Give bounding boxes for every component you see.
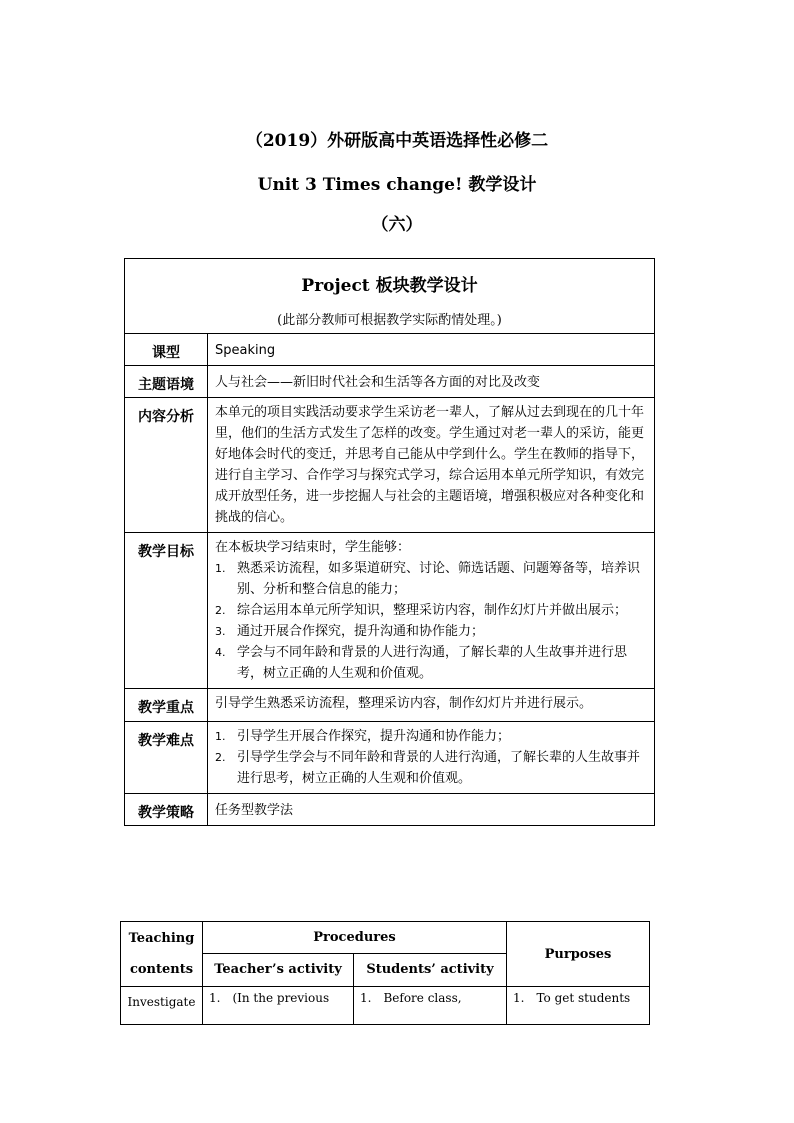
- goals-cell: [208, 533, 655, 689]
- goals-list: [215, 558, 648, 684]
- table-row: [125, 366, 655, 398]
- goals-intro: 在本板块学习结束时，学生能够：: [215, 540, 411, 555]
- item-text: To get students: [536, 991, 631, 1005]
- lesson-design-table: [124, 258, 655, 826]
- item-text: 通过开展合作探究，提升沟通和协作能力；: [237, 624, 485, 639]
- table-row: [125, 689, 655, 722]
- table-row: [125, 398, 655, 533]
- item-number: 1.: [360, 991, 372, 1005]
- row-value: Speaking: [208, 334, 655, 366]
- table-row: [121, 987, 650, 1025]
- row-value: 任务型教学法: [208, 794, 655, 826]
- table-row: [125, 722, 655, 794]
- item-number: 1.: [215, 730, 226, 743]
- content-cell: Investigate: [121, 987, 203, 1025]
- list-item: [215, 642, 648, 684]
- section-number: （六）: [371, 215, 423, 235]
- unit-title: Unit 3 Times change! 教学设计: [257, 175, 537, 195]
- header-teacher-activity: Teacher’s activity: [203, 953, 354, 986]
- difficulty-list: [215, 726, 648, 789]
- header-line: contents: [129, 962, 194, 977]
- item-text: 学会与不同年龄和背景的人进行沟通，了解长辈的人生故事并进行思考，树立正确的人生观和价值观。: [237, 645, 628, 681]
- header-line: Teaching: [128, 931, 195, 946]
- list-item: [215, 747, 648, 789]
- document-title: （2019）外研版高中英语选择性必修二: [245, 131, 549, 151]
- list-item: [215, 600, 648, 621]
- row-label: 课型: [125, 334, 208, 366]
- row-value: 人与社会——新旧时代社会和生活等各方面的对比及改变: [208, 366, 655, 398]
- item-text: 引导学生开展合作探究，提升沟通和协作能力；: [237, 729, 511, 744]
- row-label: 内容分析: [125, 398, 208, 533]
- row-value: 引导学生熟悉采访流程，整理采访内容，制作幻灯片并进行展示。: [208, 689, 655, 722]
- item-number: 2.: [215, 604, 226, 617]
- list-item: [215, 726, 648, 747]
- item-text: 综合运用本单元所学知识，整理采访内容，制作幻灯片并做出展示；: [237, 603, 628, 618]
- students-cell: [354, 987, 507, 1025]
- row-label: 教学重点: [125, 689, 208, 722]
- item-number: 1.: [209, 991, 221, 1005]
- table-note: (此部分教师可根据教学实际酌情处理。): [277, 313, 502, 328]
- teacher-cell: [203, 987, 354, 1025]
- item-text: (In the previous: [232, 991, 330, 1005]
- header-procedures: Procedures: [203, 922, 507, 954]
- item-text: 引导学生学会与不同年龄和背景的人进行沟通，了解长辈的人生故事并进行思考，树立正确的人生观和价值观。: [237, 750, 641, 786]
- table-row: [125, 533, 655, 689]
- row-label: 教学目标: [125, 533, 208, 689]
- difficulty-cell: [208, 722, 655, 794]
- table-header-row: [121, 922, 650, 954]
- table-header-row: [125, 259, 655, 334]
- item-text: 熟悉采访流程，如多渠道研究、讨论、筛选话题、问题筹备等，培养识别、分析和整合信息的能力；: [237, 561, 641, 597]
- procedure-table: [120, 921, 650, 1025]
- header-students-activity: Students’ activity: [354, 953, 507, 986]
- item-number: 1.: [215, 562, 226, 575]
- row-label: 教学难点: [125, 722, 208, 794]
- header-purposes: Purposes: [507, 922, 650, 987]
- item-number: 1.: [513, 991, 525, 1005]
- item-number: 3.: [215, 625, 226, 638]
- header-teaching-contents: [121, 922, 203, 987]
- item-number: 4.: [215, 646, 226, 659]
- table-row: [125, 794, 655, 826]
- item-number: 2.: [215, 751, 226, 764]
- row-label: 教学策略: [125, 794, 208, 826]
- item-text: Before class,: [383, 991, 462, 1005]
- table-row: [125, 334, 655, 366]
- purpose-cell: [507, 987, 650, 1025]
- row-label: 主题语境: [125, 366, 208, 398]
- list-item: [215, 621, 648, 642]
- list-item: [215, 558, 648, 600]
- row-value: 本单元的项目实践活动要求学生采访老一辈人，了解从过去到现在的几十年里，他们的生活方式发生了怎样的改变。学生通过对老一辈人的采访，能更好地体会时代的变迁，并思考自己能从中学到什么。学生在教师的指导下，进行自主学习、合作学习与探究式学习，综合运用本单元所学知识，有效完成开放型任务，进一步挖掘人与社会的主题语境，增强积极应对各种变化和挑战的信心。: [208, 398, 655, 533]
- table-title: Project 板块教学设计: [301, 276, 478, 296]
